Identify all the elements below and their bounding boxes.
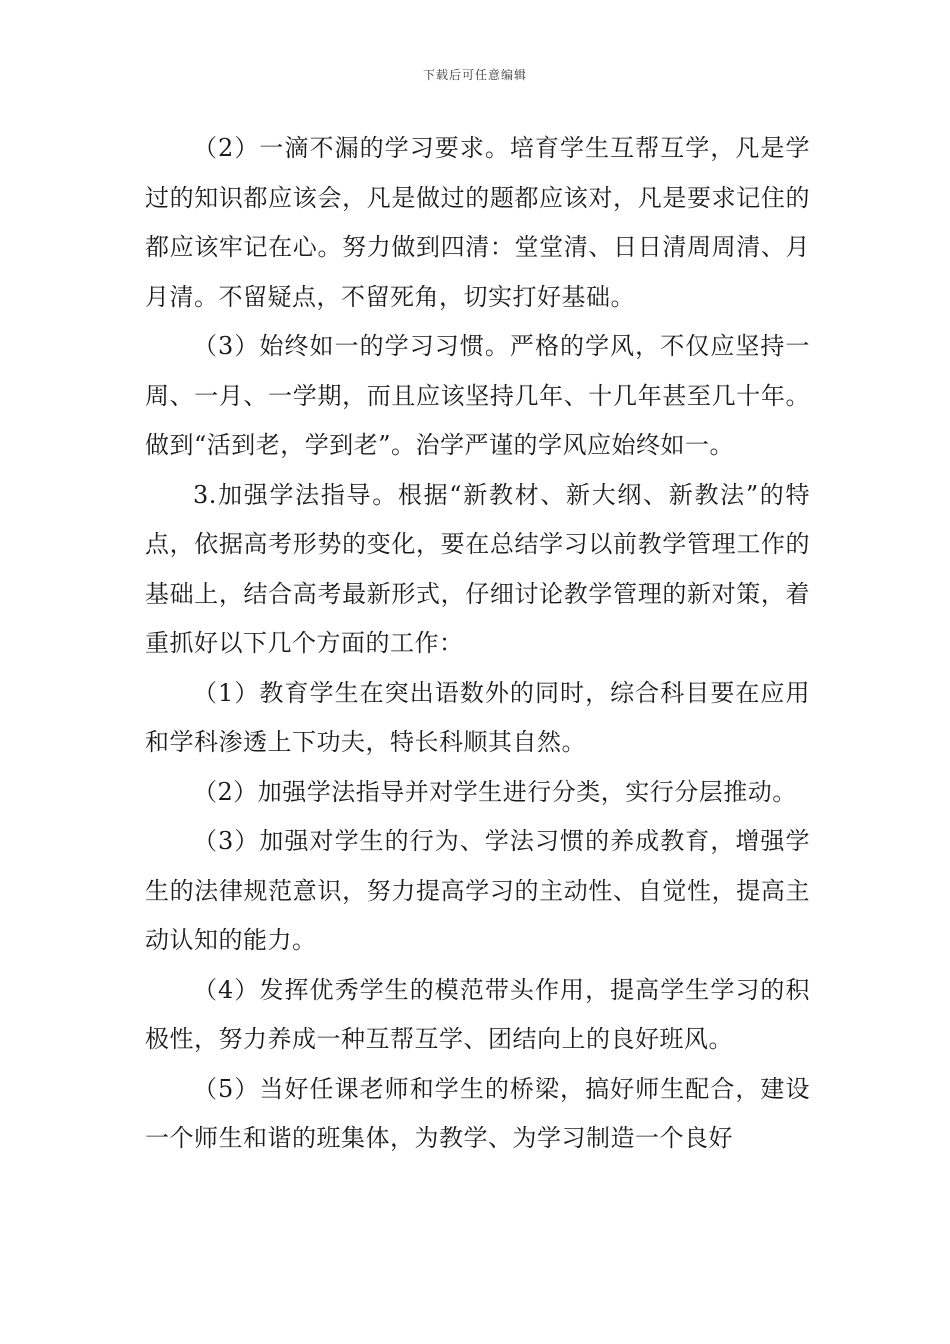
paragraph-item-1: （1）教育学生在突出语数外的同时，综合科目要在应用和学科渗透上下功夫，特长科顺其自然。 [145,678,810,756]
paragraph-study-habit: （3）始终如一的学习习惯。严格的学风，不仅应坚持一周、一月、一学期，而且应该坚持几年、十几年甚至几十年。做到“活到老，学到老”。治学严谨的学风应始终如一。 [145,332,810,459]
paragraph-item-4: （4）发挥优秀学生的模范带头作用，提高学生学习的积极性，努力养成一种互帮互学、团结向上的良好班风。 [145,975,810,1053]
paragraph-method-guidance: 3.加强学法指导。根据“新教材、新大纲、新教法”的特点，依据高考形势的变化，要在总结学习以前教学管理工作的基础上，结合高考最新形式，仔细讨论教学管理的新对策，着重抓好以下几个方面的工作： [145,480,810,657]
paragraph-item-5: （5）当好任课老师和学生的桥梁，搞好师生配合，建设一个师生和谐的班集体，为教学、为学习制造一个良好 [145,1074,810,1152]
header-note: 下载后可任意编辑 [422,68,527,82]
paragraph-item-2: （2）加强学法指导并对学生进行分类，实行分层推动。 [193,777,797,806]
paragraph-item-3: （3）加强对学生的行为、学法习惯的养成教育，增强学生的法律规范意识，努力提高学习的主动性、自觉性，提高主动认知的能力。 [145,827,810,954]
document-body [145,124,810,1164]
paragraph-study-requirement: （2）一滴不漏的学习要求。培育学生互帮互学，凡是学过的知识都应该会，凡是做过的题都应该对，凡是要求记住的都应该牢记在心。努力做到四清：堂堂清、日日清周周清、月月清。不留疑点，不留死角，切实打好基础。 [145,134,810,311]
